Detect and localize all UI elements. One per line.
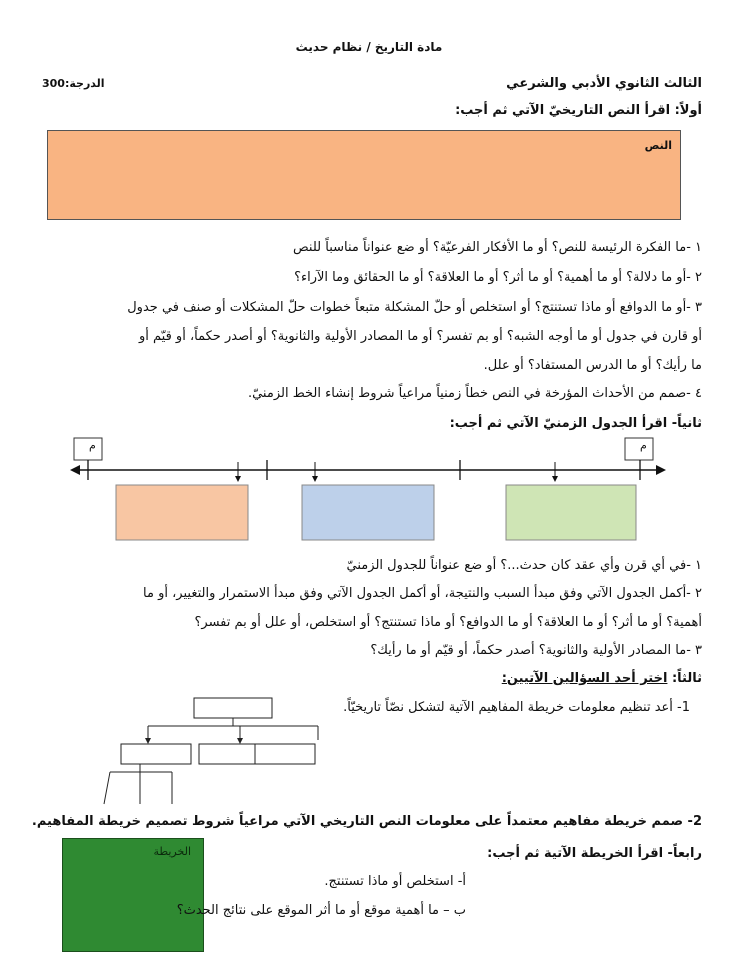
s1-question-3-end: ما رأيك؟ أو ما الدرس المستفاد؟ أو علل. [483,358,702,373]
s2-question-2-cont: أهمية؟ أو ما أثر؟ أو ما العلاقة؟ أو ما الدوافع؟ أو ماذا تستنتج؟ أو استخلص، أو علل أو بم تفسر؟ [194,615,702,630]
s3-question-1: 1- أعد تنظيم معلومات خريطة المفاهيم الآتية لتشكل نصّاً تاريخيّاً. [343,700,690,715]
section1-heading: أولاً: اقرأ النص التاريخيّ الآتي ثم أجب: [455,103,702,118]
section2-heading: ثانياً- اقرأ الجدول الزمنيّ الآتي ثم أجب: [449,416,702,431]
s1-question-3-cont: أو قارن في جدول أو ما أوجه الشبه؟ أو بم تفسر؟ أو ما المصادر الأولية والثانوية؟ أو أصدر حكماً، أو قيّم أو [138,329,702,344]
concept-map-root [194,698,272,718]
concept-map-diagram [100,692,320,812]
timeline-end-label: م [640,439,647,452]
timeline-left-arrow [70,465,80,475]
section4-heading: رابعاً- اقرأ الخريطة الآتية ثم أجب: [487,846,702,861]
map-box [62,838,204,952]
s1-question-4: ٤ -صمم من الأحداث المؤرخة في النص خطاً زمنياً مراعياً شروط إنشاء الخط الزمنيّ. [247,386,702,401]
page-title: مادة التاريخ / نظام حديث [295,40,443,54]
timeline-event-box-2 [302,485,434,540]
s1-question-2: ٢ -أو ما دلالة؟ أو ما أهمية؟ أو ما أثر؟ أو ما العلاقة؟ أو ما الحقائق وما الآراء؟ [294,270,702,285]
s4-question-a: أ- استخلص أو ماذا تستنتج. [324,874,466,889]
concept-map-node [199,744,255,764]
section3-heading [502,671,702,686]
concept-map-node [255,744,315,764]
timeline-end-box [625,438,653,460]
s2-question-2: ٢ -أكمل الجدول الآتي وفق مبدأ السبب والنتيجة، أو أكمل الجدول الآتي وفق مبدأ الاستمرار والتغيير، أو ما [143,586,702,601]
s1-question-1: ١ -ما الفكرة الرئيسة للنص؟ أو ما الأفكار الفرعيّة؟ أو ضع عنواناً مناسباً للنص [292,240,702,255]
section3-heading-underlined: اختر أحد السؤالين الآتيين: [501,671,668,686]
s2-question-1: ١ -في أي قرن وأي عقد كان حدث...؟ أو ضع عنواناً للجدول الزمنيّ [346,558,702,573]
s2-question-3: ٣ -ما المصادر الأولية والثانوية؟ أصدر حكماً، أو قيّم أو ما رأيك؟ [370,643,702,658]
section3-heading-prefix: ثالثاً: [667,671,702,686]
timeline-event-box-1 [116,485,248,540]
text-box [47,130,681,220]
score-label: الدرجة:300 [42,77,105,90]
timeline-right-arrow [656,465,666,475]
s3-question-2: 2- صمم خريطة مفاهيم معتمداً على معلومات النص التاريخي الآتي مراعياً شروط تصميم خريطة المفاهيم. [31,814,702,829]
s4-question-b: ب – ما أهمية موقع أو ما أثر الموقع على نتائج الحدث؟ [176,903,466,918]
timeline-start-label: م [89,439,96,452]
timeline-diagram [60,436,678,546]
concept-map-branch [104,772,110,804]
timeline-event-box-3 [506,485,636,540]
s1-question-3: ٣ -أو ما الدوافع أو ماذا تستنتج؟ أو استخلص أو حلّ المشكلة متبعاً خطوات حلّ المشكلات أو صنف في جدول [127,300,702,315]
concept-map-node [121,744,191,764]
timeline-start-box [74,438,102,460]
grade-label: الثالث الثانوي الأدبي والشرعي [506,76,702,91]
text-box-label: النص [644,139,672,152]
map-label: الخريطة [153,845,191,858]
